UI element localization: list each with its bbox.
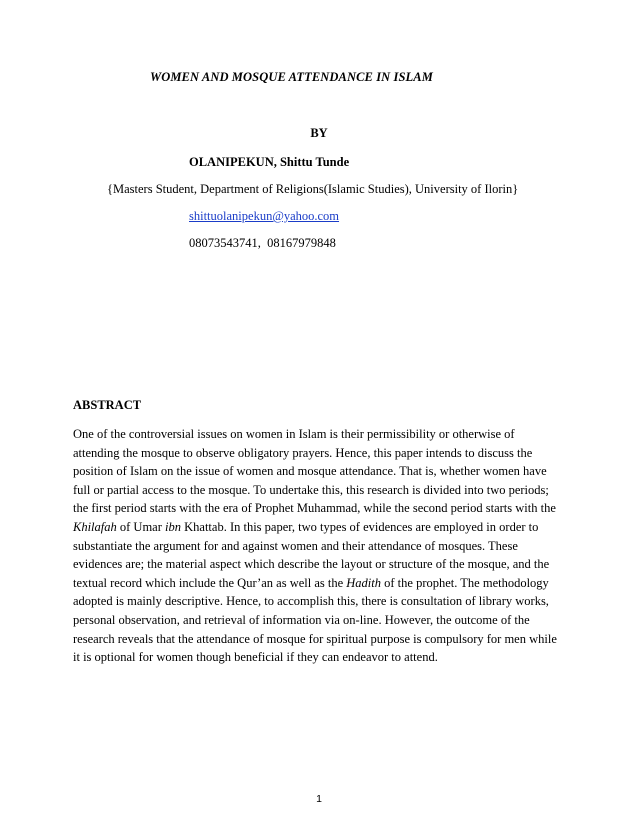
abstract-text: textual record which include the Qur’an as well as the (73, 575, 347, 590)
author-phone-numbers: 08073543741, 08167979848 (189, 236, 336, 250)
abstract-text: the first period starts with the era of Prophet Muhammad, while the second period starts with the (73, 501, 556, 516)
abstract-text: it is optional for women though beneficial if they can endeavor to attend. (73, 650, 438, 665)
abstract-text: personal observation, and retrieval of information via on-line. However, the outcome of the (73, 612, 530, 627)
abstract-text: Khattab. In this paper, two types of evidences are employed in order to (181, 519, 539, 534)
abstract-line (73, 574, 568, 593)
abstract-line (73, 592, 568, 611)
abstract-line (73, 630, 568, 649)
abstract-italic-term: Hadith (346, 575, 382, 590)
abstract-text: position of Islam on the issue of women and mosque attendance. That is, whether women have (73, 464, 547, 479)
author-name: OLANIPEKUN, Shittu Tunde (189, 155, 350, 169)
abstract-text: One of the controversial issues on women in Islam is their permissibility or otherwise of (73, 427, 515, 441)
abstract-line (73, 648, 568, 667)
author-affiliation: {Masters Student, Department of Religions(Islamic Studies), University of Ilorin} (107, 182, 519, 196)
abstract-text: full or partial access to the mosque. To undertake this, this research is divided into two periods; (73, 482, 549, 497)
paper-title: WOMEN AND MOSQUE ATTENDANCE IN ISLAM (150, 70, 433, 84)
abstract-line (73, 537, 568, 556)
abstract-heading: ABSTRACT (73, 398, 142, 412)
abstract-line (73, 444, 568, 463)
abstract-line (73, 555, 568, 574)
abstract-line (73, 481, 568, 500)
abstract-line (73, 518, 568, 537)
abstract-line (73, 462, 568, 481)
abstract-text: of Umar (116, 519, 166, 534)
abstract-text: substantiate the argument for and against women and their attendance of mosques. These (73, 538, 518, 553)
abstract-text: research reveals that the attendance of mosque for spiritual purpose is compulsory for men while (73, 631, 557, 646)
page-number: 1 (316, 793, 322, 805)
abstract-line (73, 499, 568, 518)
abstract-line (73, 425, 568, 444)
author-email-link[interactable]: shittuolanipekun@yahoo.com (189, 209, 340, 223)
abstract-text: of the prophet. The methodology (381, 575, 549, 590)
abstract-line (73, 611, 568, 630)
abstract-italic-term: Khilafah (73, 519, 117, 534)
abstract-text: adopted is mainly descriptive. Hence, to accomplish this, there is consultation of library works, (73, 594, 549, 609)
by-label: BY (310, 126, 328, 140)
abstract-italic-term: ibn (165, 519, 181, 534)
abstract-text: evidences are; the material aspect which describe the layout or structure of the mosque, and the (73, 557, 550, 572)
abstract-body (73, 425, 568, 667)
abstract-text: attending the mosque to observe obligatory prayers. Hence, this paper intends to discuss the (73, 445, 533, 460)
